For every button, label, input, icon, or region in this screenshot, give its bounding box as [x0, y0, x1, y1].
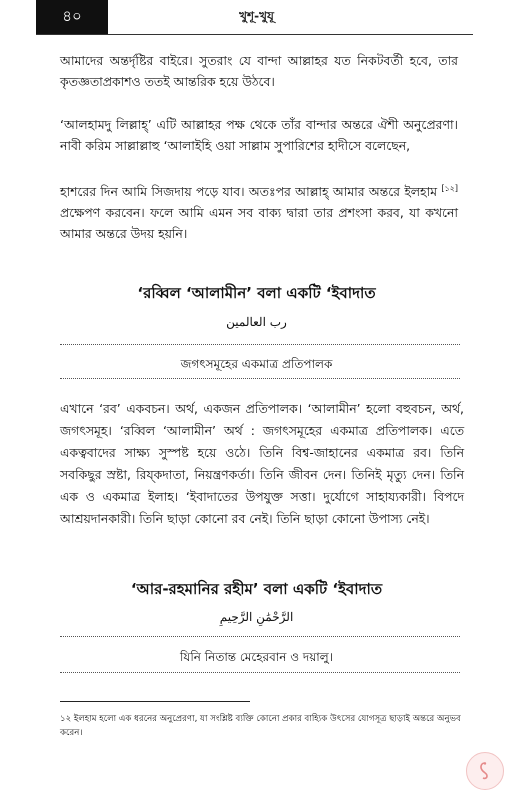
section-1-heading: ‘রব্বিল ‘আলামীন’ বলা একটি ‘ইবাদাত [137, 284, 376, 302]
dotted-rule [60, 672, 460, 673]
section-1-body: এখানে ‘রব’ একবচন। অর্থ, একজন প্রতিপালক। ‘আলামীন’ হলো বহুবচন, অর্থ, জগৎসমূহ। ‘রব্বিল ‘আলামীন’ অর্থ : জগৎসমূহের একমাত্র প্রতিপালক। এতে একত্ববাদের সাক্ষ্য সুস্পষ্ট হয়ে ওঠে। তিনি বিশ্ব-জাহানের একমাত্র রব। তিনি সবকিছুর স্রষ্টা, রিয্‌কদাতা, নিয়ন্ত্রণকর্তা। তিনি জীবন দেন। তিনিই মৃত্যু দেন। তিনি এক ও একমাত্র ইলাহ। ‘ইবাদাতের উপযুক্ত সত্তা। দুর্যোগে সাহায্যকারী। বিপদে আশ্রয়দানকারী। তিনি ছাড়া কোনো রব নেই। তিনি ছাড়া কোনো উপাস্য নেই। [60, 401, 464, 526]
section-2-arabic: الرَّحْمَٰنِ الرَّحِيمِ [219, 610, 294, 624]
paragraph-1: আমাদের অন্তর্দৃষ্টির বাইরে। সুতরাং যে বান্দা আল্লাহর যত নিকটবর্তী হবে, তার কৃতজ্ঞতাপ্রকাশও ততই আন্তরিক হয়ে উঠবে। [60, 53, 458, 89]
footnote-reference: [১২] [441, 184, 458, 193]
paragraph-2: ‘আলহামদু লিল্লাহ্’ এটি আল্লাহর পক্ষ থেকে তাঁর বান্দার অন্তরে ঐশী অনুপ্রেরণা। নাবী করিম সাল্লাল্লাহু ‘আলাইহি ওয়া সাল্লাম সুপারিশের হাদীসে বলেছেন, [60, 117, 458, 153]
dotted-rule [60, 378, 460, 379]
dotted-rule [60, 636, 460, 637]
footnote: ১২ ইলহাম হলো এক ধরনের অনুপ্রেরণা, যা সংশ্লিষ্ট ব্যক্তি কোনো প্রকার বাহ্যিক উৎসের যোগসূত্র ছাড়াই অন্তরে অনুভব করেন। [60, 714, 461, 738]
footnote-rule [60, 701, 250, 702]
section-1-meaning: জগৎসমূহের একমাত্র প্রতিপালক [180, 357, 333, 371]
paragraph-3-rest: প্রক্ষেপণ করবেন। ফলে আমি এমন সব বাক্য দ্বারা তার প্রশংসা করব, যা কখনো আমার অন্তরে উদয় হয়নি। [60, 205, 458, 242]
page-number: ৪০ [62, 6, 82, 25]
running-title: খুশূ-খুযূ [239, 9, 274, 23]
section-1-arabic: رب العالمين [226, 315, 287, 329]
header-rule [36, 34, 473, 35]
dotted-rule [60, 344, 460, 345]
section-2-heading: ‘আর-রহমানির রহীম’ বলা একটি ‘ইবাদাত [130, 580, 383, 598]
section-2-meaning: যিনি নিতান্ত মেহেরবান ও দয়ালু। [179, 650, 334, 664]
publisher-logo-watermark-icon [466, 752, 504, 790]
paragraph-3-main: হাশরের দিন আমি সিজদায় পড়ে যাব। অতঃপর আল্লাহ্ আমার অন্তরে ইলহাম [60, 184, 437, 200]
paragraph-3 [60, 178, 458, 244]
